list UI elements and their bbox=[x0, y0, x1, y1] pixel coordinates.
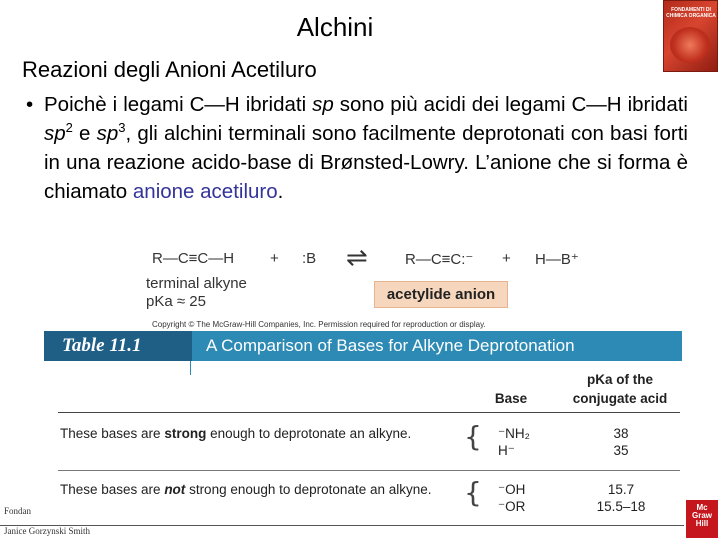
column-header-base: Base bbox=[494, 391, 528, 406]
equilibrium-arrow-icon: ⇌ bbox=[346, 242, 368, 272]
reaction-scheme bbox=[0, 242, 720, 332]
pka-cell: 15.7 bbox=[607, 482, 635, 497]
text-run: Poichè i legami C—H ibridati bbox=[44, 93, 313, 116]
text-run: These bases are bbox=[60, 426, 165, 441]
slide-title: Alchini bbox=[296, 12, 374, 42]
text-run-italic: sp bbox=[44, 122, 66, 145]
column-header-pka-line1: pKa of the bbox=[587, 372, 653, 387]
brace-icon: { bbox=[464, 476, 482, 509]
terminal-alkyne-label: terminal alkyne bbox=[146, 275, 247, 292]
emphasis: not bbox=[164, 482, 186, 497]
copyright-notice: Copyright © The McGraw-Hill Companies, Inc. Permission required for reproduction or display. bbox=[152, 320, 486, 329]
superscript: 3 bbox=[118, 120, 126, 136]
conjugate-acid: H—B⁺ bbox=[535, 251, 579, 268]
reactant-alkyne: R—C≡C—H bbox=[152, 250, 235, 267]
text-run: These bases are bbox=[60, 482, 165, 497]
book-cover-title: FONDAMENTI DI CHIMICA ORGANICA bbox=[666, 7, 716, 19]
acetylide-anion-label: acetylide anion bbox=[374, 281, 508, 308]
base-cell: H⁻ bbox=[498, 443, 515, 458]
footer-divider bbox=[0, 525, 684, 526]
acetylide-product: R—C≡C:⁻ bbox=[405, 251, 474, 268]
text-run: enough to deprotonate an alkyne. bbox=[206, 426, 412, 441]
table-rule-middle bbox=[58, 470, 680, 471]
pka-cell: 35 bbox=[613, 443, 629, 458]
superscript: 2 bbox=[65, 120, 73, 136]
book-cover-image bbox=[663, 0, 718, 72]
row-description bbox=[60, 482, 432, 497]
table-header-bar bbox=[44, 331, 682, 361]
base-cell: ⁻NH₂ bbox=[498, 426, 530, 441]
pka-cell: 15.5–18 bbox=[596, 499, 646, 514]
footer-author: Janice Gorzynski Smith bbox=[4, 526, 90, 536]
text-run: e bbox=[72, 122, 97, 145]
pka-cell: 38 bbox=[613, 426, 629, 441]
text-run-italic: sp bbox=[96, 122, 119, 145]
base-reagent: :B bbox=[302, 250, 317, 267]
text-run: sono più acidi dei legami C—H ibridati bbox=[333, 93, 688, 116]
publisher-logo: Mc Graw Hill bbox=[686, 500, 718, 538]
table-rule-top bbox=[58, 412, 680, 413]
text-run: , gli alchini terminali sono facilmente deprotonati con basi forti in una reazione acido-base di Brønsted-Lowry. L’anione che si forma è chiamato bbox=[44, 122, 688, 203]
bullet-paragraph bbox=[26, 90, 688, 206]
bullet-dot: • bbox=[26, 93, 34, 116]
book-cover-flower bbox=[670, 27, 710, 63]
emphasis: strong bbox=[164, 426, 207, 441]
plus-sign: + bbox=[502, 250, 511, 267]
slide-subtitle: Reazioni degli Anioni Acetiluro bbox=[22, 57, 317, 82]
column-header-pka-line2: conjugate acid bbox=[572, 391, 668, 406]
brace-icon: { bbox=[464, 420, 482, 453]
plus-sign: + bbox=[270, 250, 279, 267]
header-divider bbox=[190, 361, 191, 375]
text-run-italic: sp bbox=[312, 93, 334, 116]
table-number: Table 11.1 bbox=[44, 331, 192, 361]
table-title: A Comparison of Bases for Alkyne Deprotonation bbox=[206, 336, 575, 355]
pka-label: pKa ≈ 25 bbox=[146, 293, 206, 310]
base-cell: ⁻OR bbox=[498, 499, 526, 514]
bullet-text bbox=[44, 90, 688, 206]
text-run: strong enough to deprotonate an alkyne. bbox=[185, 482, 432, 497]
footer-book-title: Fondan bbox=[4, 506, 31, 516]
text-run: . bbox=[277, 180, 284, 203]
highlighted-term: anione acetiluro bbox=[132, 180, 278, 203]
base-cell: ⁻OH bbox=[498, 482, 526, 497]
row-description bbox=[60, 426, 411, 441]
